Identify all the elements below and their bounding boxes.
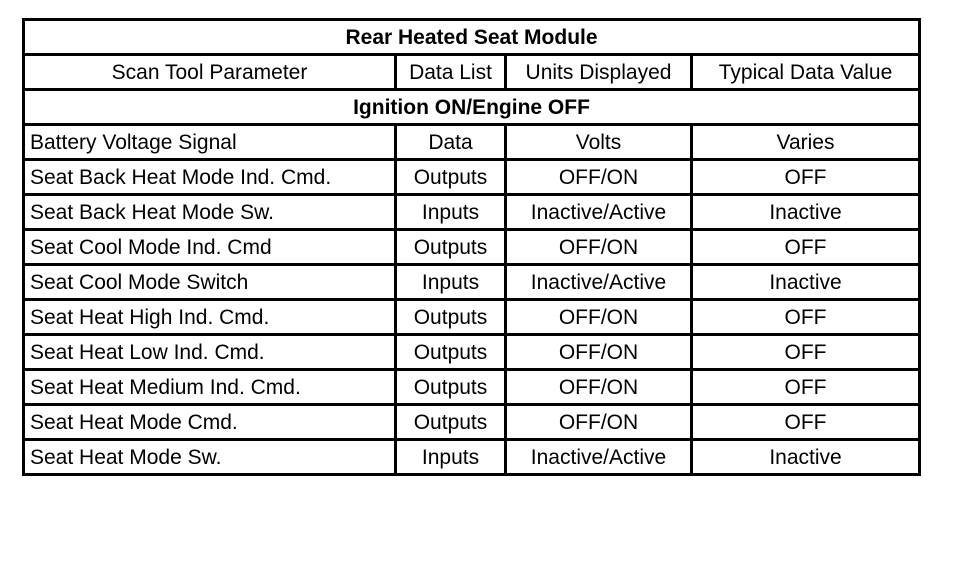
data-list-cell: Inputs [396,440,506,475]
table-row [24,160,920,195]
data-list-cell: Data [396,125,506,160]
typical-value-cell: OFF [692,370,920,405]
units-cell: Inactive/Active [506,440,692,475]
data-list-cell: Inputs [396,195,506,230]
parameter-cell: Seat Heat High Ind. Cmd. [24,300,396,335]
typical-value-cell: Inactive [692,195,920,230]
table-row [24,405,920,440]
data-list-cell: Outputs [396,370,506,405]
header-typical-data-value: Typical Data Value [692,55,920,90]
parameter-cell: Seat Cool Mode Switch [24,265,396,300]
table-row [24,195,920,230]
parameter-cell: Seat Back Heat Mode Sw. [24,195,396,230]
parameter-cell: Battery Voltage Signal [24,125,396,160]
table-row [24,265,920,300]
typical-value-cell: OFF [692,300,920,335]
section-title: Ignition ON/Engine OFF [24,90,920,125]
parameter-cell: Seat Back Heat Mode Ind. Cmd. [24,160,396,195]
header-data-list: Data List [396,55,506,90]
units-cell: OFF/ON [506,370,692,405]
data-list-cell: Outputs [396,160,506,195]
data-list-cell: Outputs [396,405,506,440]
table-title: Rear Heated Seat Module [24,20,920,55]
parameter-cell: Seat Heat Low Ind. Cmd. [24,335,396,370]
data-list-cell: Inputs [396,265,506,300]
units-cell: Volts [506,125,692,160]
table-row [24,335,920,370]
data-list-cell: Outputs [396,230,506,265]
scan-data-table [22,18,921,476]
table-row [24,125,920,160]
data-list-cell: Outputs [396,300,506,335]
parameter-cell: Seat Heat Mode Cmd. [24,405,396,440]
table-row [24,370,920,405]
units-cell: Inactive/Active [506,265,692,300]
parameter-cell: Seat Cool Mode Ind. Cmd [24,230,396,265]
typical-value-cell: Inactive [692,440,920,475]
parameter-cell: Seat Heat Medium Ind. Cmd. [24,370,396,405]
table-row [24,230,920,265]
parameter-cell: Seat Heat Mode Sw. [24,440,396,475]
header-units-displayed: Units Displayed [506,55,692,90]
typical-value-cell: OFF [692,335,920,370]
header-row [24,55,920,90]
typical-value-cell: OFF [692,160,920,195]
table-row [24,300,920,335]
units-cell: OFF/ON [506,300,692,335]
typical-value-cell: OFF [692,230,920,265]
section-row [24,90,920,125]
typical-value-cell: OFF [692,405,920,440]
units-cell: OFF/ON [506,405,692,440]
units-cell: OFF/ON [506,160,692,195]
units-cell: OFF/ON [506,335,692,370]
typical-value-cell: Varies [692,125,920,160]
units-cell: OFF/ON [506,230,692,265]
title-row [24,20,920,55]
table-row [24,440,920,475]
data-list-cell: Outputs [396,335,506,370]
units-cell: Inactive/Active [506,195,692,230]
typical-value-cell: Inactive [692,265,920,300]
header-scan-tool-parameter: Scan Tool Parameter [24,55,396,90]
